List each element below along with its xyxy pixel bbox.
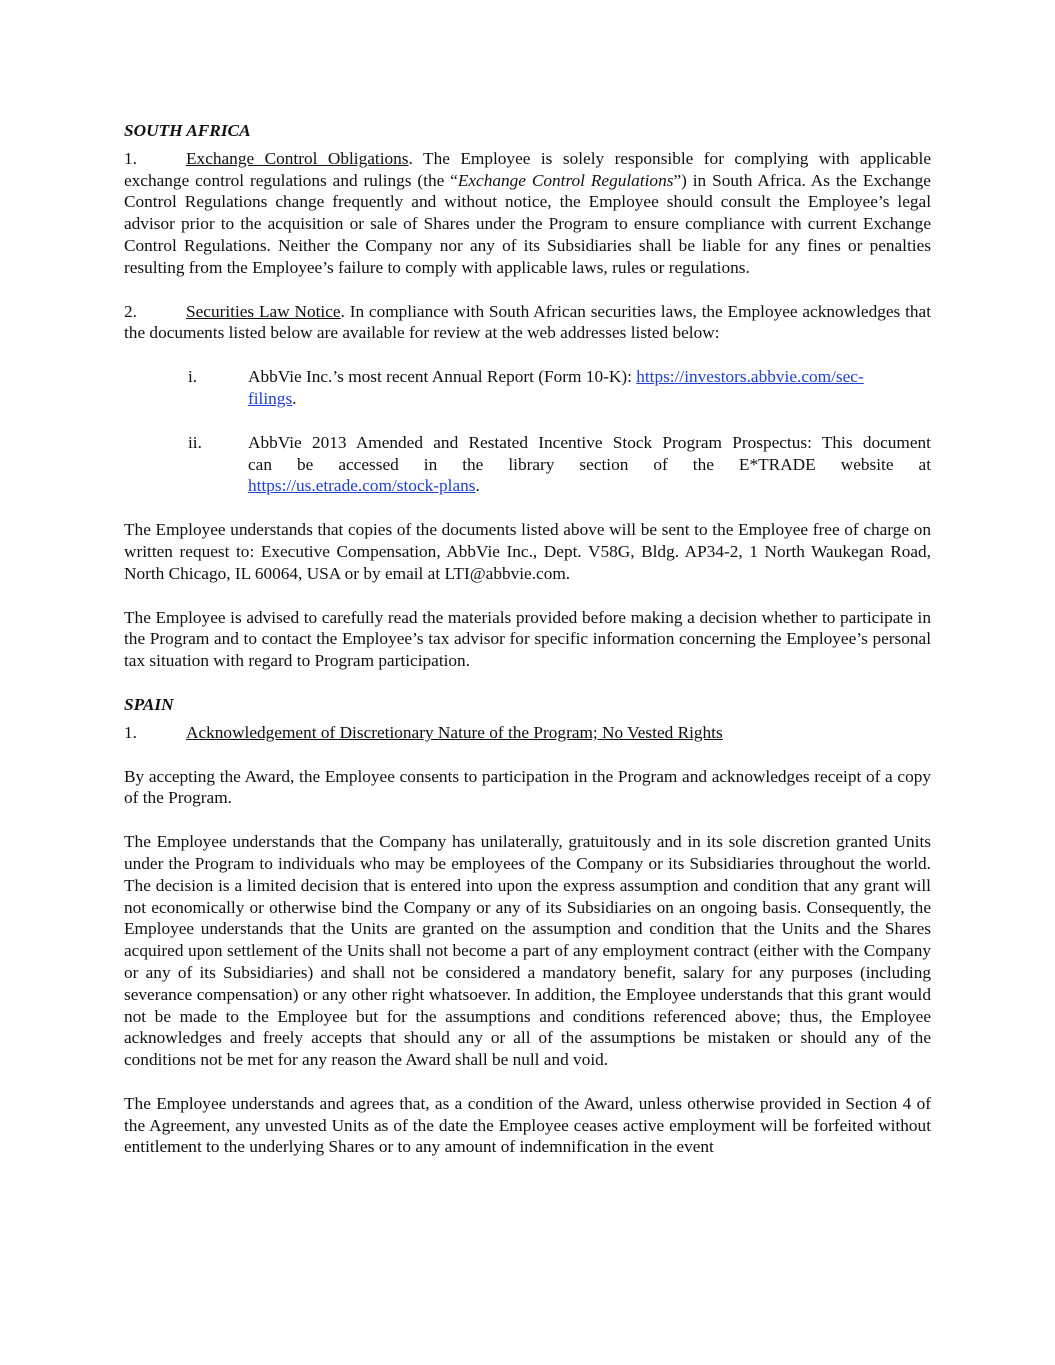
annual-report-link[interactable]: https://investors.abbvie.com/sec- xyxy=(636,367,864,387)
list-item-line xyxy=(248,475,931,497)
paragraph-text: . The Employee is solely responsible for complying with applicable exchange control regulations and rulings (the “ xyxy=(124,148,932,190)
annual-report-link-continued[interactable]: filings xyxy=(248,388,293,408)
list-item-prospectus xyxy=(188,432,931,497)
paragraph-text: . In compliance with South African securities laws, the Employee acknowledges that the documents listed below are available for review at the web addresses listed below: xyxy=(124,301,932,343)
list-item-text: AbbVie Inc.’s most recent Annual Report (Form 10-K): xyxy=(248,367,637,387)
list-marker: ii. xyxy=(188,432,202,452)
paragraph-accepting: By accepting the Award, the Employee consents to participation in the Program and acknowledges receipt of a copy of the Program. xyxy=(124,766,931,808)
paragraph-advised: The Employee is advised to carefully read the materials provided before making a decision whether to participate in the Program and to contact the Employee’s tax advisor for specific information concerning the Employee’s personal tax situation with regard to Program participation. xyxy=(124,607,931,671)
italic-term: Exchange Control Regulations xyxy=(457,170,674,190)
list-item-text: . xyxy=(292,388,297,408)
paragraph-exchange-control xyxy=(124,148,931,279)
list-marker: i. xyxy=(188,367,198,387)
paragraph-copies: The Employee understands that copies of the documents listed above will be sent to the Employee free of charge on written request to: Executive Compensation, AbbVie Inc., Dept. V58G, Bldg. AP34-2, 1 North Waukegan Road, North Chicago, IL 60064, USA or by email at LTI@abbvie.com. xyxy=(124,520,931,583)
etrade-stock-plans-link[interactable]: https://us.etrade.com/stock-plans xyxy=(248,476,476,496)
section-number: 2. xyxy=(124,301,137,321)
paragraph-agrees: The Employee understands and agrees that, as a condition of the Award, unless otherwise provided in Section 4 of the Agreement, any unvested Units as of the date the Employee ceases active employment will be forfeited without entitlement to the underlying Shares or to any amount of indemnification in the event xyxy=(124,1093,931,1157)
list-item-line: AbbVie 2013 Amended and Restated Incentive Stock Program Prospectus: This document xyxy=(248,432,931,452)
section-title-discretionary-nature: Acknowledgement of Discretionary Nature of the Program; No Vested Rights xyxy=(186,722,723,742)
section-number: 1. xyxy=(124,148,137,168)
paragraph-text: ”) in South Africa. As the Exchange Control Regulations change frequently and without notice, the Employee should consult the Employee’s legal advisor prior to the acquisition or sale of Shares under the Program to ensure compliance with current Exchange Control Regulations. Neither the Company nor any of its Subsidiaries shall be liable for any fines or penalties resulting from the Employee’s failure to comply with applicable laws, rules or regulations. xyxy=(124,170,931,277)
list-item-text: . xyxy=(475,476,480,496)
paragraph-securities-law xyxy=(124,301,931,345)
document-page xyxy=(124,120,931,1158)
section-heading-south-africa: SOUTH AFRICA xyxy=(124,121,251,140)
section-heading-spain: SPAIN xyxy=(124,694,174,714)
list-item-annual-report xyxy=(188,366,931,410)
section-title-exchange-control: Exchange Control Obligations xyxy=(186,148,409,168)
list-item-line: can be accessed in the library section of the E*TRADE website at xyxy=(248,454,931,474)
section-title-securities-law: Securities Law Notice xyxy=(186,301,341,321)
section-number: 1. xyxy=(124,722,137,742)
paragraph-discretionary-nature xyxy=(124,722,931,744)
paragraph-understands: The Employee understands that the Company has unilaterally, gratuitously and in its sole discretion granted Units under the Program to individuals who may be employees of the Company or its Subsidiaries throughout the world. The decision is a limited decision that is entered into upon the express assumption and condition that any grant will not economically or otherwise bind the Company or any of its Subsidiaries on an ongoing basis. Consequently, the Employee understands that the Units are granted on the assumption and condition that the Units and the Shares acquired upon settlement of the Units shall not become a part of any employment contract (either with the Company or any of its Subsidiaries) and shall not be considered a mandatory benefit, salary for any purposes (including severance compensation) or any other right whatsoever. In addition, the Employee understands that this grant would not be made to the Employee but for the assumptions and conditions referenced above; thus, the Employee acknowledges and freely accepts that should any or all of the assumptions be mistaken or should any of the conditions not be met for any reason the Award shall be null and void. xyxy=(124,832,931,1070)
